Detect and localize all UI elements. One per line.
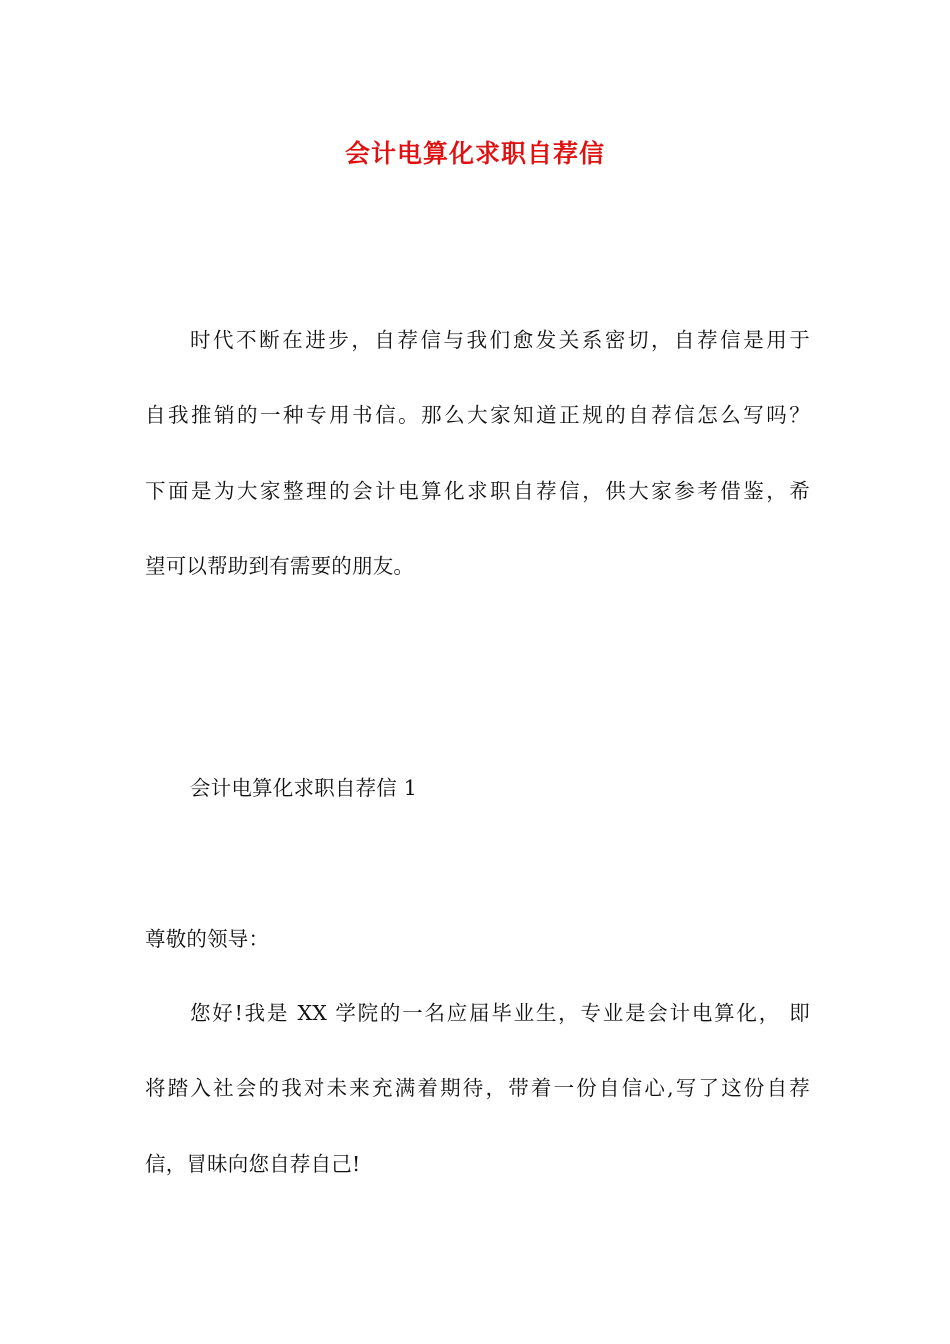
intro-paragraph-line: 望可以帮助到有需要的朋友。 (145, 554, 415, 578)
body-paragraph-line: 您好!我是 XX 学院的一名应届毕业生，专业是会计电算化， 即 (190, 1001, 810, 1025)
salutation: 尊敬的领导： (145, 927, 270, 951)
section-heading: 会计电算化求职自荐信 1 (190, 776, 417, 800)
intro-paragraph-line: 自我推销的一种专用书信。那么大家知道正规的自荐信怎么写吗？ (145, 403, 810, 427)
intro-paragraph-line: 下面是为大家整理的会计电算化求职自荐信，供大家参考借鉴，希 (145, 479, 810, 503)
document-title: 会计电算化求职自荐信 (344, 139, 605, 168)
body-paragraph-line: 信，冒昧向您自荐自己! (145, 1152, 361, 1176)
intro-paragraph-line: 时代不断在进步，自荐信与我们愈发关系密切，自荐信是用于 (190, 328, 810, 352)
body-paragraph-line: 将踏入社会的我对未来充满着期待，带着一份自信心,写了这份自荐 (145, 1076, 810, 1100)
